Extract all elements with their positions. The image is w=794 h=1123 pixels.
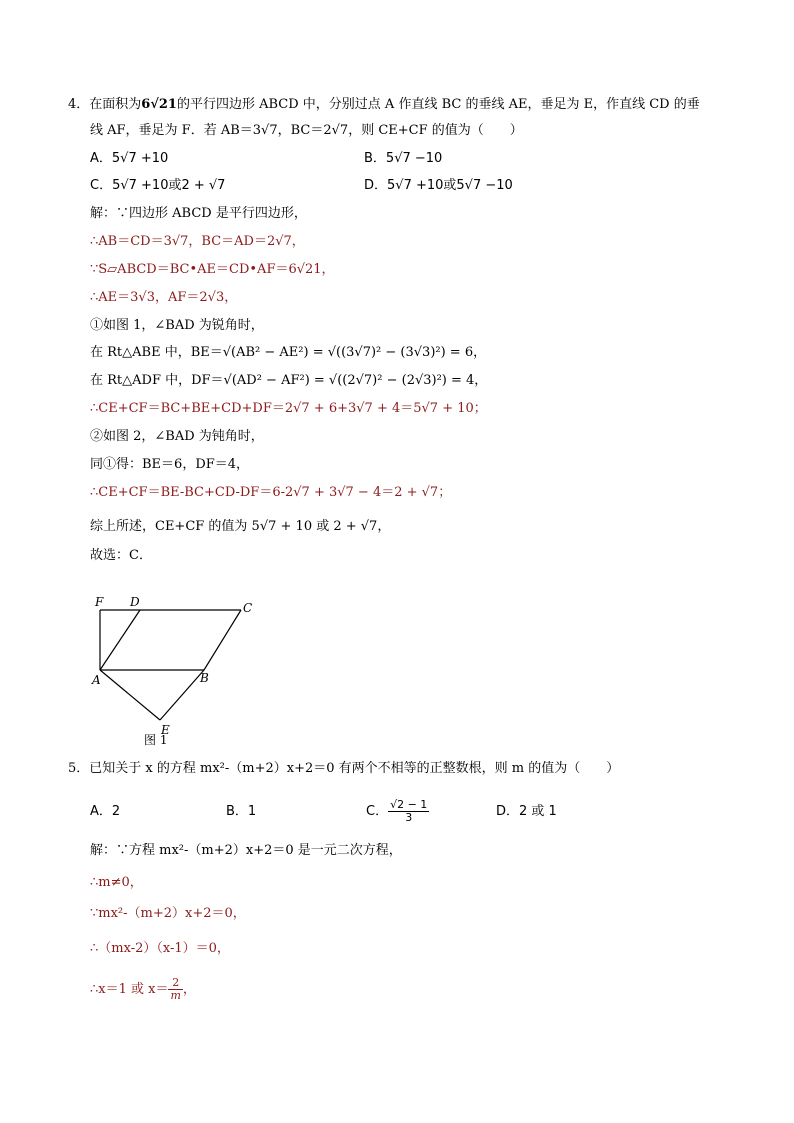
label-e: E — [161, 723, 170, 737]
q5-option-c-fraction — [388, 799, 429, 824]
segment-eb — [160, 670, 204, 720]
q4-stem-line1 — [68, 96, 700, 114]
q5-stem-line — [68, 760, 619, 778]
q5-solution-line-5 — [90, 972, 196, 1008]
q4-stem-part2: 的平行四边形 ABCD 中，分别过点 A 作直线 BC 的垂线 AE，垂足为 E，作直线 CD 的垂 — [176, 97, 700, 112]
q5-last-numerator: 2 — [168, 977, 182, 990]
q4-option-a: A．5√7 +10 — [90, 151, 169, 166]
q4-option-b: B．5√7 −10 — [364, 151, 443, 166]
q5-solution-line-1: 解：∵方程 mx²-（m+2）x+2＝0 是一元二次方程， — [90, 843, 402, 858]
segment-bc — [204, 610, 241, 670]
figure-1-diagram — [86, 594, 266, 750]
q4-option-d: D．5√7 +10或5√7 −10 — [364, 178, 513, 193]
q4-solution-line-12: 综上所述，CE+CF 的值为 5√7 + 10 或 2 + √7， — [90, 519, 391, 534]
label-d: D — [130, 595, 140, 609]
q4-stem-line2 — [90, 122, 523, 140]
q4-solution-line-11: ∴CE+CF＝BE-BC+CD-DF＝6-2√7 + 3√7 − 4＝2 + √7； — [90, 485, 452, 500]
q5-last-fraction — [168, 977, 182, 1002]
q5-option-c-prefix: C． — [366, 804, 389, 819]
q5-last-denominator: m — [170, 989, 181, 1002]
q5-solution-line-2: ∴m≠0， — [90, 875, 143, 890]
q4-solution-line-13: 故选：C． — [90, 548, 152, 563]
label-c: C — [243, 601, 253, 615]
q4-area-value: 6√21 — [141, 97, 177, 112]
q5-option-c-numerator: √2 − 1 — [390, 798, 428, 811]
segment-ad — [100, 610, 140, 670]
q4-solution-line-7: 在 Rt△ADF 中，DF＝√(AD² − AF²) = √((2√7)² − (2√3)²) = 4， — [90, 373, 488, 388]
q5-option-c-denominator: 3 — [405, 811, 413, 824]
q5-option-c — [366, 794, 429, 830]
q4-solution-line-3: ∵S▱ABCD＝BC•AE＝CD•AF＝6√21， — [90, 262, 335, 277]
q4-bc-value: 2√7 — [323, 123, 349, 138]
q4-stem-part1: 在面积为 — [89, 97, 142, 112]
q5-solution-line-3: ∵mx²-（m+2）x+2＝0， — [90, 906, 246, 921]
q5-stem-text: 已知关于 x 的方程 mx²-（m+2）x+2＝0 有两个不相等的正整数根，则 m 的值为（ ） — [89, 761, 620, 776]
q4-solution-line-9: ②如图 2，∠BAD 为钝角时， — [90, 429, 264, 444]
figure-caption: 图 1 — [144, 733, 168, 747]
q5-last-line-suffix: ， — [182, 982, 196, 997]
q4-solution-line-2: ∴AB＝CD＝3√7，BC＝AD＝2√7， — [90, 234, 305, 249]
q4-solution-line-10: 同①得：BE＝6，DF＝4， — [90, 457, 250, 472]
q4-solution-line-1: 解：∵四边形 ABCD 是平行四边形， — [90, 206, 307, 221]
q5-option-d: D．2 或 1 — [496, 804, 557, 819]
q5-solution-line-4: ∴（mx-2）（x-1）＝0， — [90, 941, 230, 956]
q4-ab-value: 3√7 — [252, 123, 278, 138]
q5-option-a: A．2 — [90, 804, 121, 819]
q5-option-b: B．1 — [226, 804, 257, 819]
segment-ae — [100, 670, 160, 720]
q4-solution-line-4: ∴AE＝3√3，AF＝2√3， — [90, 290, 238, 305]
label-b: B — [200, 671, 209, 685]
q5-number: 5． — [68, 761, 90, 776]
q4-option-c: C．5√7 +10或2 + √7 — [90, 178, 226, 193]
label-f: F — [95, 595, 104, 609]
q4-stem-part5: ，则 CE+CF 的值为（ ） — [348, 123, 523, 138]
q4-number: 4． — [68, 97, 90, 112]
q4-solution-line-6: 在 Rt△ABE 中，BE＝√(AB² − AE²) = √((3√7)² − (3√3)²) = 6， — [90, 345, 487, 360]
q4-stem-part3: 线 AF，垂足为 F．若 AB＝ — [90, 123, 253, 138]
q4-stem-part4: ，BC＝ — [277, 123, 324, 138]
q5-last-line-prefix: ∴x＝1 或 x＝ — [90, 982, 169, 997]
q4-solution-line-8: ∴CE+CF＝BC+BE+CD+DF＝2√7 + 6+3√7 + 4＝5√7 + 10； — [90, 401, 487, 416]
q4-solution-line-5: ①如图 1，∠BAD 为锐角时， — [90, 318, 264, 333]
label-a: A — [92, 673, 101, 687]
